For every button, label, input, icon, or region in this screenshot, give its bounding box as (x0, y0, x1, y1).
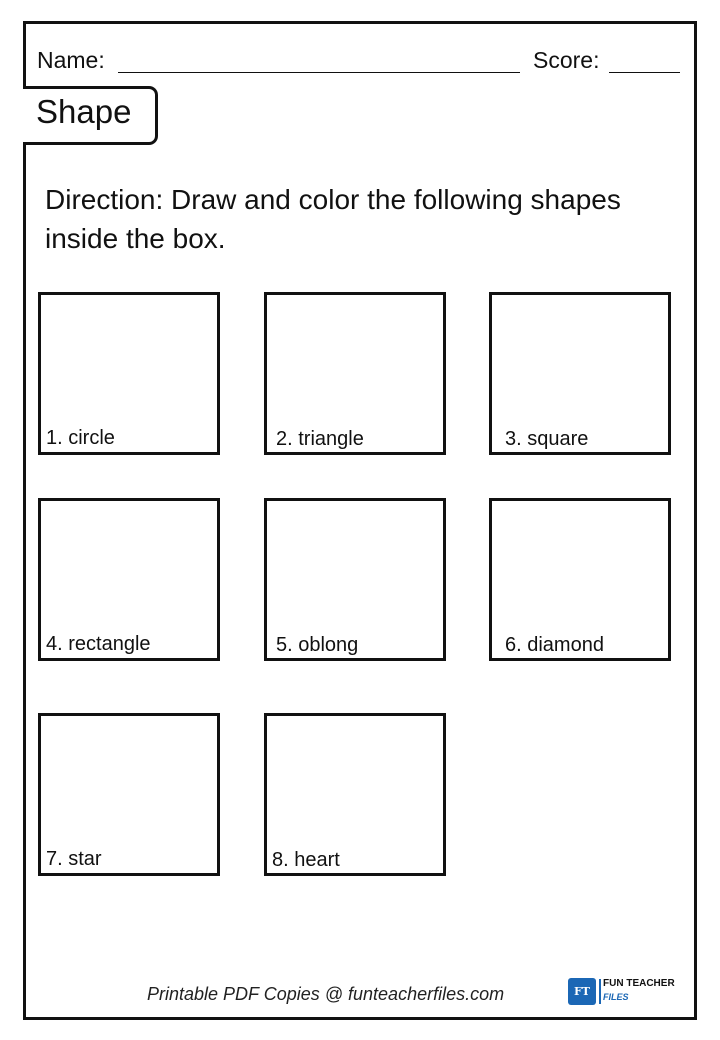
footer-text: Printable PDF Copies @ funteacherfiles.com (147, 984, 505, 1004)
logo-divider (599, 979, 601, 1004)
box-label: 7. star (46, 848, 102, 870)
score-field[interactable] (609, 72, 680, 73)
page-title: Shape (36, 93, 132, 130)
score-label: Score: (533, 47, 600, 73)
brand-logo (568, 977, 683, 1007)
logo-line-2: FILES (603, 992, 629, 1002)
direction-text: Direction: Draw and color the following shapes inside the box. (45, 184, 621, 254)
name-field[interactable] (118, 72, 520, 73)
box-label: 8. heart (272, 849, 340, 871)
box-label: 5. oblong (276, 634, 359, 656)
box-label: 1. circle (46, 427, 115, 449)
box-label: 3. square (505, 428, 589, 450)
logo-badge: FT (568, 978, 596, 1005)
box-label: 2. triangle (276, 428, 364, 450)
logo-line-1: FUN TEACHER (603, 978, 675, 989)
box-label: 4. rectangle (46, 633, 151, 655)
name-label: Name: (37, 47, 105, 73)
box-label: 6. diamond (505, 634, 604, 656)
